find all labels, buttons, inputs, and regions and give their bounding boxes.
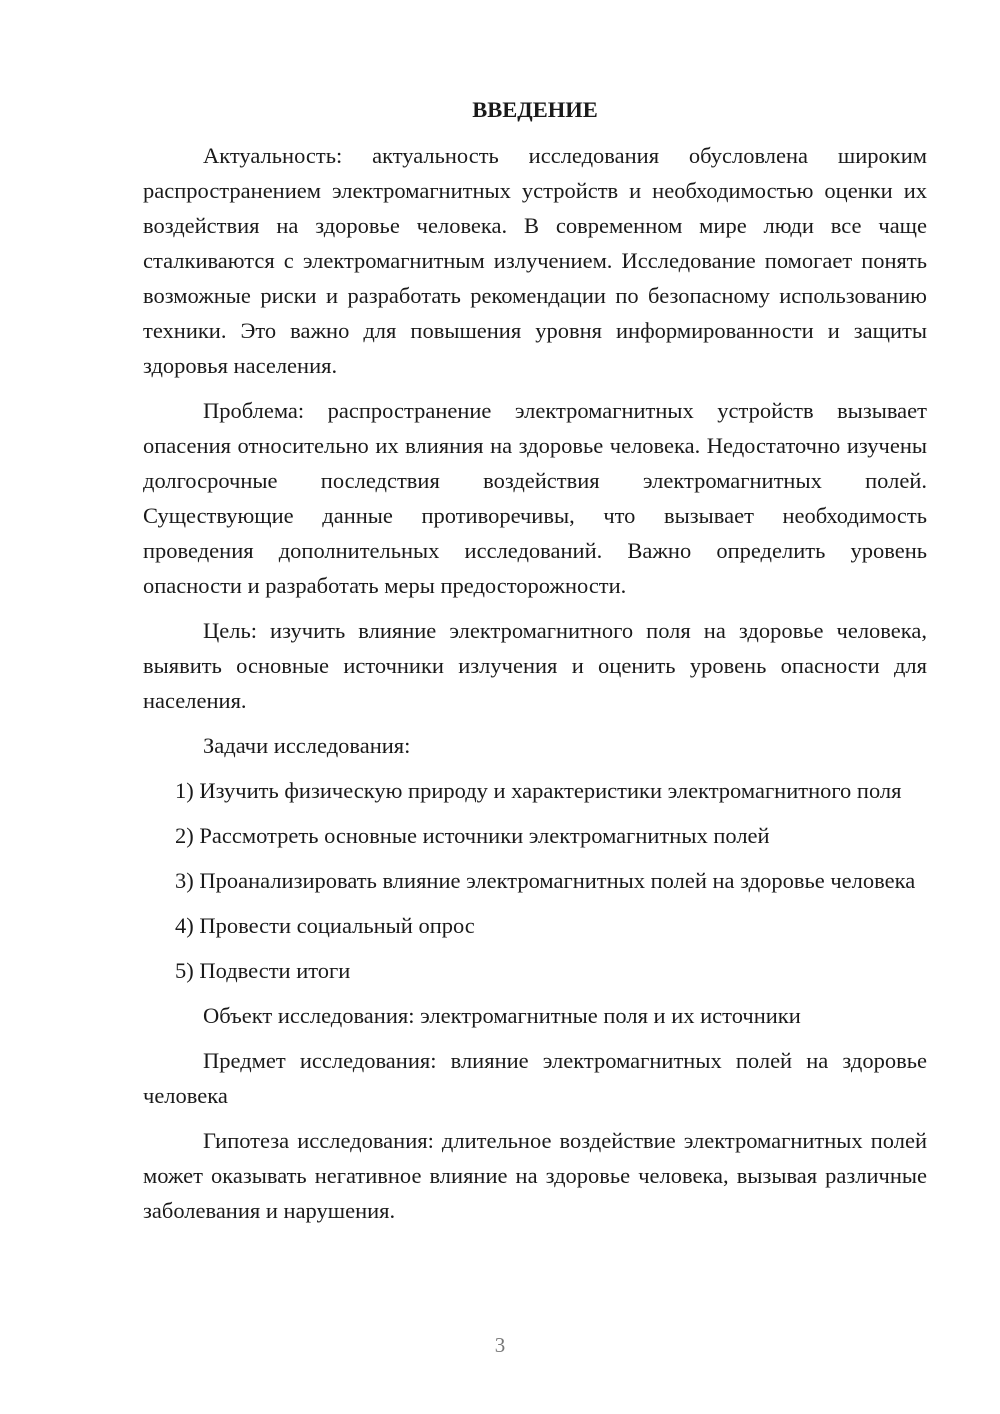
task-item: 2) Рассмотреть основные источники электромагнитных полей: [175, 823, 770, 848]
page-number: 3: [494, 1333, 506, 1357]
section-title: ВВЕДЕНИЕ: [472, 97, 598, 122]
task-item: 4) Провести социальный опрос: [175, 913, 475, 938]
relevance-paragraph: Актуальность: актуальность исследования обусловлена широким распространением электромагнитных устройств и необходимостью оценки их воздействия на здоровье человека. В современном мире люди все чаще сталкиваются с электромагнитным излучением. Исследование помогает понять возможные риски и разработать рекомендации по безопасному использованию техники. Это важно для повышения уровня информированности и защиты здоровья населения.: [143, 143, 927, 378]
goal-paragraph: Цель: изучить влияние электромагнитного поля на здоровье человека, выявить основные источники излучения и оценить уровень опасности для населения.: [143, 618, 927, 713]
problem-paragraph: Проблема: распространение электромагнитных устройств вызывает опасения относительно их влияния на здоровье человека. Недостаточно изучены долгосрочные последствия воздействия электромагнитных полей. Существующие данные противоречивы, что вызывает необходимость проведения дополнительных исследований. Важно определить уровень опасности и разработать меры предосторожности.: [143, 398, 927, 598]
document-page: [143, 94, 927, 1238]
object-paragraph: Объект исследования: электромагнитные поля и их источники: [203, 1003, 801, 1028]
hypothesis-paragraph: Гипотеза исследования: длительное воздействие электромагнитных полей может оказывать негативное влияние на здоровье человека, вызывая различные заболевания и нарушения.: [143, 1128, 927, 1223]
subject-paragraph: Предмет исследования: влияние электромагнитных полей на здоровье человека: [143, 1048, 927, 1108]
task-item: 5) Подвести итоги: [175, 958, 351, 983]
tasks-heading: Задачи исследования:: [203, 733, 411, 758]
task-item: 1) Изучить физическую природу и характеристики электромагнитного поля: [175, 778, 902, 803]
task-item: 3) Проанализировать влияние электромагнитных полей на здоровье человека: [175, 868, 916, 893]
